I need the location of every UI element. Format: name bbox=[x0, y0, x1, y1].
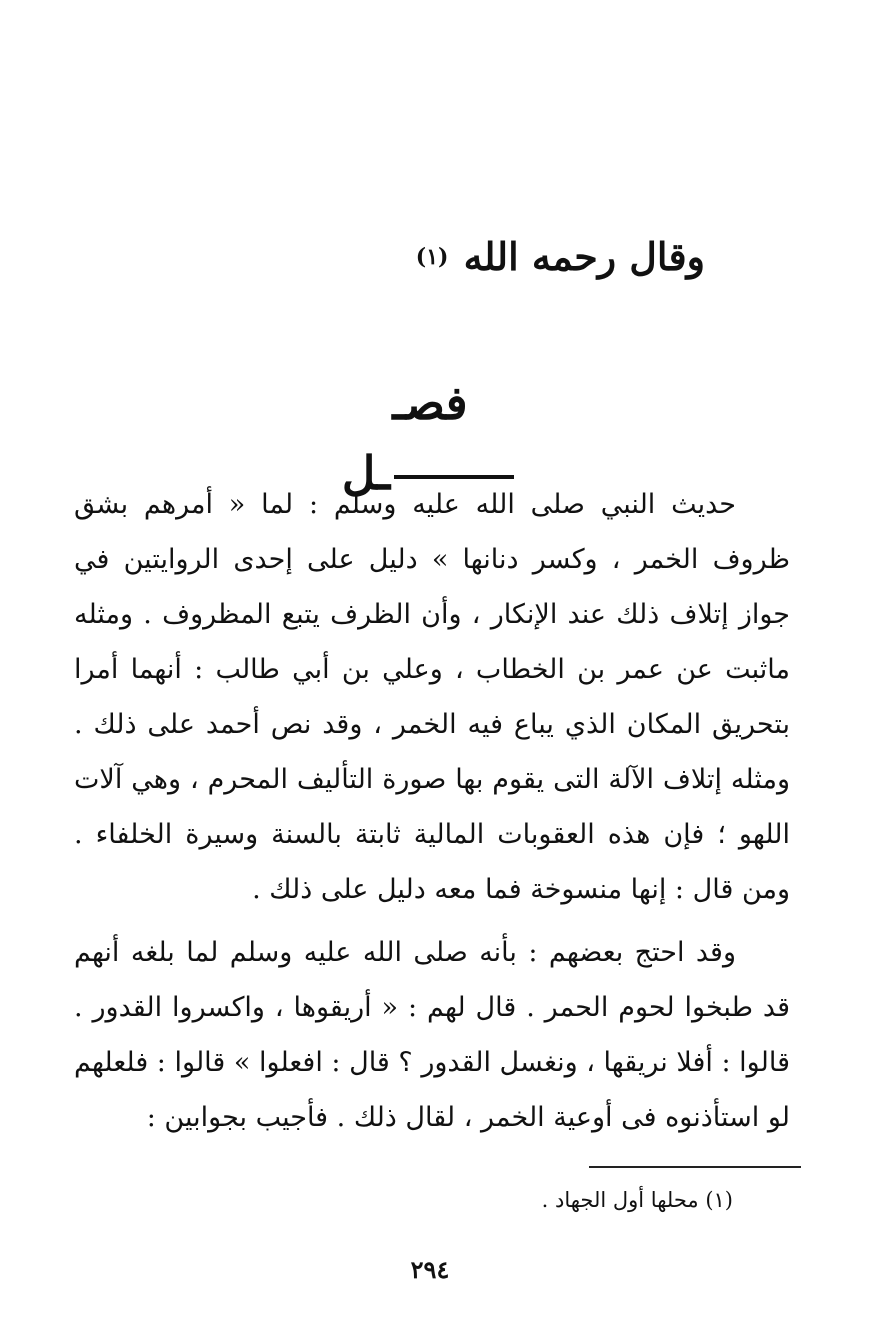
section-title-end: ـل bbox=[341, 446, 391, 500]
footnote-marker: (١) bbox=[415, 243, 449, 270]
paragraph-text: وقد احتج بعضهم : بأنه صلى الله عليه وسلم لما بلغه أنهم قد طبخوا لحوم الحمر . قال لهم : « أريقوها ، واكسروا القدور . قالوا : أفلا نريقها ، ونغسل القدور ؟ قال : افعلوا » قالوا : فلعلهم لو استأذنوه فى أوعية الخمر ، لقال ذلك . فأجيب بجوابين : bbox=[74, 937, 790, 1133]
paragraph-text: حديث النبي صلى الله عليه وسلم : لما « أمرهم بشق ظروف الخمر ، وكسر دنانها » دليل على إحدى الروايتين في جواز إتلاف ذلك عند الإنكار ، وأن الظرف يتبع المظروف . ومثله ماثبت عن عمر بن الخطاب ، وعلي بن أبي طالب : أنهما أمرا بتحريق المكان الذي يباع فيه الخمر ، وقد نص أحمد على ذلك . ومثله إتلاف الآلة التى يقوم بها صورة التأليف المحرم ، وهي آلات اللهو ؛ فإن هذه العقوبات المالية ثابتة بالسنة وسيرة الخلفاء . ومن قال : إنها منسوخة فما معه دليل على ذلك . bbox=[74, 489, 790, 905]
page-number: ٢٩٤ bbox=[410, 1255, 450, 1284]
section-title bbox=[330, 368, 530, 500]
chapter-heading bbox=[385, 222, 705, 292]
footnote: (١) محلها أول الجهاد . bbox=[541, 1188, 733, 1212]
heading-text: وقال رحمه الله bbox=[463, 234, 705, 279]
body-paragraph-1 bbox=[74, 477, 790, 905]
body-paragraph-2 bbox=[74, 925, 790, 1150]
section-title-start: فصـ bbox=[392, 376, 468, 430]
footnote-separator bbox=[589, 1166, 801, 1168]
